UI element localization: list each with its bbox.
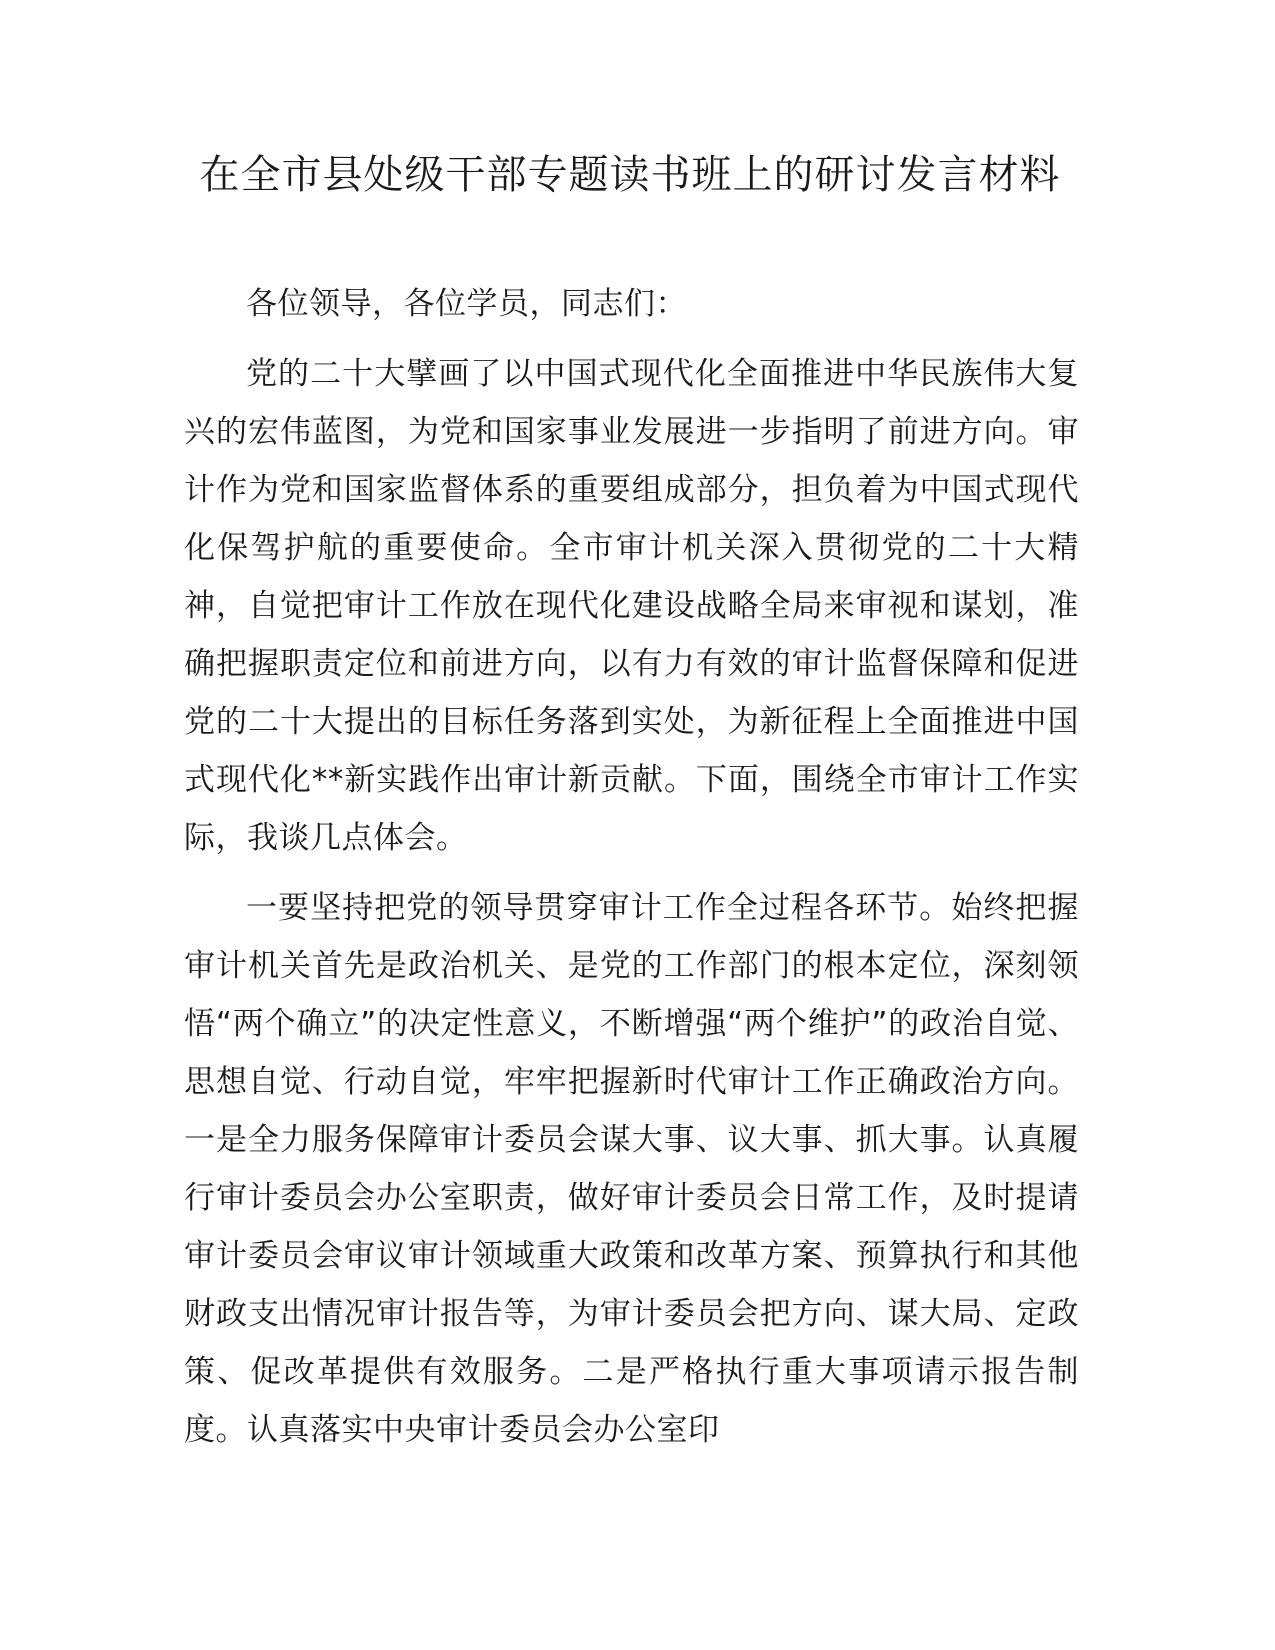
point-one-paragraph: 一要坚持把党的领导贯穿审计工作全过程各环节。始终把握审计机关首先是政治机关、是党的工作部门的根本定位，深刻领悟“两个确立”的决定性意义，不断增强“两个维护”的政治自觉、思想自觉、行动自觉，牢牢把握新时代审计工作正确政治方向。一是全力服务保障审计委员会谋大事、议大事、抓大事。认真履行审计委员会办公室职责，做好审计委员会日常工作，及时提请审计委员会审议审计领域重大政策和改革方案、预算执行和其他财政支出情况审计报告等，为审计委员会把方向、谋大局、定政策、促改革提供有效服务。二是严格执行重大事项请示报告制度。认真落实中央审计委员会办公室印 — [184, 890, 1079, 1448]
intro-paragraph: 党的二十大擘画了以中国式现代化全面推进中华民族伟大复兴的宏伟蓝图，为党和国家事业发展进一步指明了前进方向。审计作为党和国家监督体系的重要组成部分，担负着为中国式现代化保驾护航的重要使命。全市审计机关深入贯彻党的二十大精神，自觉把审计工作放在现代化建设战略全局来审视和谋划，准确把握职责定位和前进方向，以有力有效的审计监督保障和促进党的二十大提出的目标任务落到实处，为新征程上全面推进中国式现代化**新实践作出审计新贡献。下面，围绕全市审计工作实际，我谈几点体会。 — [184, 356, 1079, 856]
salutation-paragraph: 各位领导，各位学员，同志们： — [246, 286, 687, 322]
document-title: 在全市县处级干部专题读书班上的研讨发言材料 — [199, 152, 1061, 198]
document-body — [184, 275, 1079, 1471]
